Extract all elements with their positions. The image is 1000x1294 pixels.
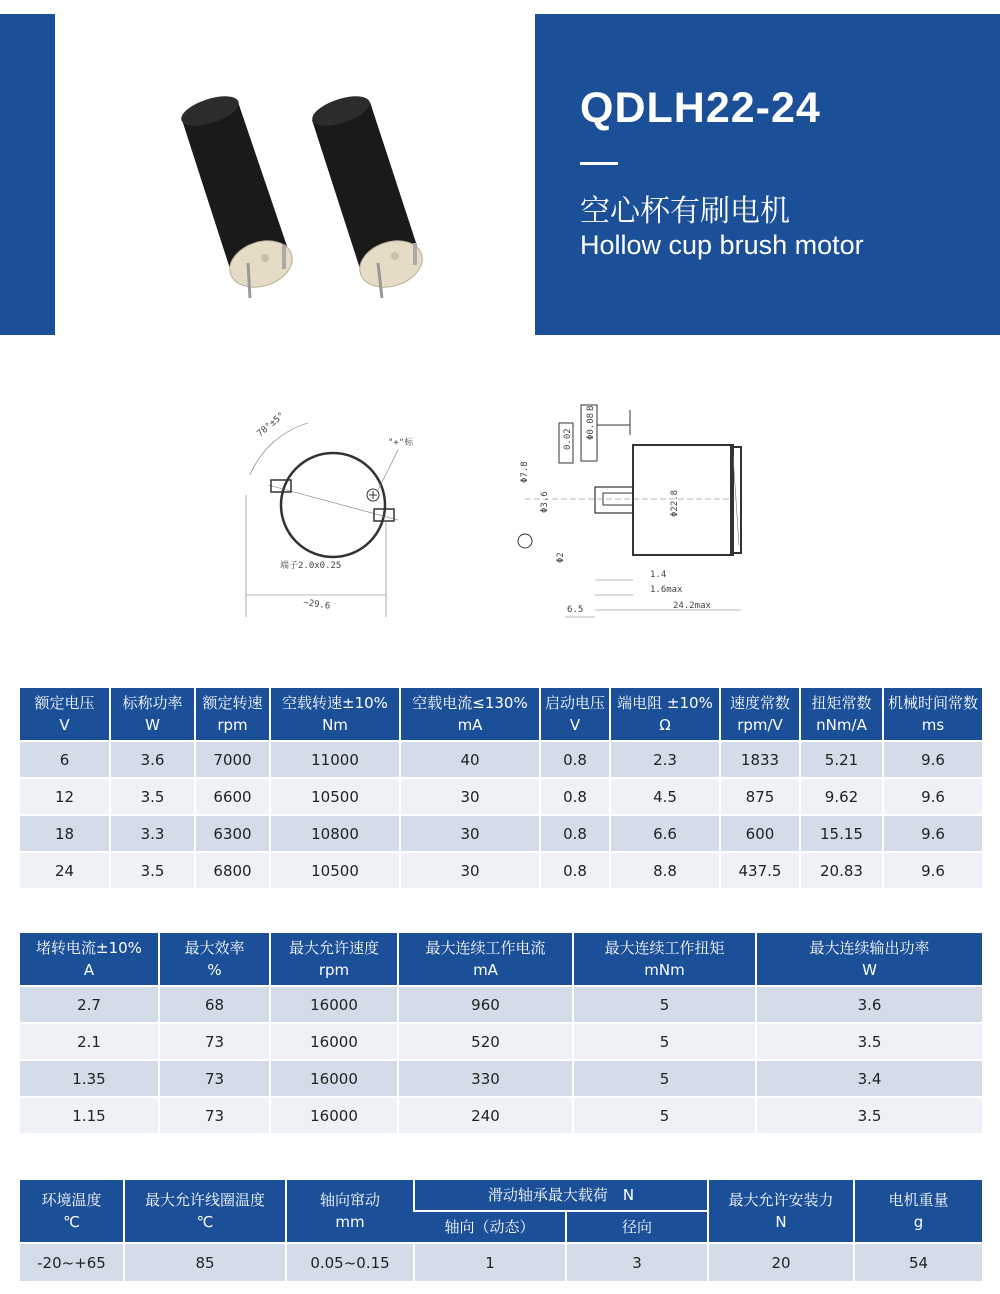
spec-table-performance xyxy=(20,933,982,1133)
header-max-mounting-force: 最大允许安装力 N xyxy=(708,1180,854,1243)
table-cell: 437.5 xyxy=(720,852,800,888)
table-cell: 875 xyxy=(720,778,800,815)
table-cell: 15.15 xyxy=(800,815,883,852)
terminal-dimension: 端子2.0x0.25 xyxy=(280,561,342,571)
front-view-drawing xyxy=(238,395,418,625)
table-cell: 6300 xyxy=(195,815,270,852)
header-starting-voltage: 启动电压 V xyxy=(540,688,610,741)
table-cell: 9.6 xyxy=(883,741,982,778)
table-cell: 8.8 xyxy=(610,852,720,888)
table-cell: 73 xyxy=(159,1060,270,1097)
header-mechanical-time-constant: 机械时间常数 ms xyxy=(883,688,982,741)
table-cell: 3.6 xyxy=(110,741,195,778)
side-view-drawing xyxy=(495,395,765,625)
table-cell: 30 xyxy=(400,815,540,852)
title-panel xyxy=(535,14,1000,335)
table-cell: 40 xyxy=(400,741,540,778)
table-cell: 3.5 xyxy=(756,1023,982,1060)
table-cell: 1.15 xyxy=(20,1097,159,1133)
table-header-row xyxy=(20,1180,982,1211)
header-no-load-speed: 空载转速±10% Nm xyxy=(270,688,400,741)
table-cell: 6.6 xyxy=(610,815,720,852)
table-cell: 68 xyxy=(159,986,270,1023)
header-max-efficiency: 最大效率 % xyxy=(159,933,270,986)
table-cell: 3.6 xyxy=(756,986,982,1023)
left-accent-bar xyxy=(0,14,55,335)
shaft-length: 6.5 xyxy=(567,605,584,615)
table-cell: 0.8 xyxy=(540,778,610,815)
spec-table-environment xyxy=(20,1180,982,1281)
spec-table-electrical xyxy=(20,688,982,888)
table-cell: 520 xyxy=(398,1023,573,1060)
table-cell: 16000 xyxy=(270,1060,398,1097)
table-cell: 6800 xyxy=(195,852,270,888)
product-title-en: Hollow cup brush motor xyxy=(580,230,864,260)
header-bearing-radial: 径向 xyxy=(566,1211,708,1243)
table-cell: 6600 xyxy=(195,778,270,815)
table-cell: 1 xyxy=(414,1243,566,1281)
table-cell: 960 xyxy=(398,986,573,1023)
header-max-continuous-power: 最大连续输出功率 W xyxy=(756,933,982,986)
table-cell: 24 xyxy=(20,852,110,888)
table-cell: 3.5 xyxy=(756,1097,982,1133)
table-cell: 9.62 xyxy=(800,778,883,815)
table-cell: 10500 xyxy=(270,778,400,815)
header-max-continuous-torque: 最大连续工作扭矩 mNm xyxy=(573,933,756,986)
table-cell: 2.1 xyxy=(20,1023,159,1060)
body-diameter: Φ22.8 xyxy=(670,489,680,517)
length-1: 1.4 xyxy=(650,570,667,580)
table-cell: 0.8 xyxy=(540,815,610,852)
polarity-note: "+"标 xyxy=(388,438,414,448)
total-length: 24.2max xyxy=(673,601,711,611)
header-motor-weight: 电机重量 g xyxy=(854,1180,982,1243)
header-nominal-power: 标称功率 W xyxy=(110,688,195,741)
header-ambient-temperature: 环境温度 ℃ xyxy=(20,1180,124,1243)
table-cell: 330 xyxy=(398,1060,573,1097)
motor-product-photo xyxy=(170,80,430,300)
table-row xyxy=(20,741,982,778)
boss-diameter: Φ3.6 xyxy=(540,491,550,513)
table-cell: 3.3 xyxy=(110,815,195,852)
table-cell: 9.6 xyxy=(883,815,982,852)
header-axial-play: 轴向窜动 mm xyxy=(286,1180,414,1243)
table-header-row xyxy=(20,688,982,741)
header-bearing-max-load: 滑动轴承最大载荷 N xyxy=(414,1180,708,1211)
table-cell: 1.35 xyxy=(20,1060,159,1097)
table-cell: 0.8 xyxy=(540,852,610,888)
table-row xyxy=(20,1097,982,1133)
table-cell: 4.5 xyxy=(610,778,720,815)
tolerance-1: 0.02 xyxy=(563,428,573,450)
table-cell: -20~+65 xyxy=(20,1243,124,1281)
table-cell: 73 xyxy=(159,1023,270,1060)
table-cell: 0.05~0.15 xyxy=(286,1243,414,1281)
table-row xyxy=(20,852,982,888)
table-cell: 2.7 xyxy=(20,986,159,1023)
table-cell: 7000 xyxy=(195,741,270,778)
table-cell: 16000 xyxy=(270,1097,398,1133)
header-terminal-resistance: 端电阻 ±10% Ω xyxy=(610,688,720,741)
table-cell: 16000 xyxy=(270,1023,398,1060)
table-cell: 5.21 xyxy=(800,741,883,778)
table-cell: 240 xyxy=(398,1097,573,1133)
table-row xyxy=(20,1060,982,1097)
table-row xyxy=(20,1243,982,1281)
product-title-cn: 空心杯有刷电机 xyxy=(580,194,790,229)
table-cell: 5 xyxy=(573,1023,756,1060)
header-max-coil-temperature: 最大允许线圈温度 ℃ xyxy=(124,1180,286,1243)
table-cell: 54 xyxy=(854,1243,982,1281)
angle-dimension: 78°±5° xyxy=(255,410,287,440)
header-bearing-axial: 轴向（动态） xyxy=(414,1211,566,1243)
table-row xyxy=(20,815,982,852)
header-no-load-current: 空载电流≤130% mA xyxy=(400,688,540,741)
shaft-diameter-1: Φ7.8 xyxy=(520,461,530,483)
header-max-speed: 最大允许速度 rpm xyxy=(270,933,398,986)
table-row xyxy=(20,1023,982,1060)
table-row xyxy=(20,986,982,1023)
table-cell: 2.3 xyxy=(610,741,720,778)
table-cell: 600 xyxy=(720,815,800,852)
table-cell: 5 xyxy=(573,1097,756,1133)
table-cell: 85 xyxy=(124,1243,286,1281)
table-cell: 3 xyxy=(566,1243,708,1281)
table-cell: 12 xyxy=(20,778,110,815)
shaft-diameter-2: Φ2 xyxy=(556,552,566,563)
table-cell: 5 xyxy=(573,986,756,1023)
motor-2-image xyxy=(309,90,428,298)
table-cell: 5 xyxy=(573,1060,756,1097)
table-cell: 9.6 xyxy=(883,852,982,888)
motor-1-image xyxy=(178,90,298,298)
table-cell: 10800 xyxy=(270,815,400,852)
table-cell: 20.83 xyxy=(800,852,883,888)
header-speed-constant: 速度常数 rpm/V xyxy=(720,688,800,741)
table-cell: 1833 xyxy=(720,741,800,778)
header-rated-speed: 额定转速 rpm xyxy=(195,688,270,741)
table-cell: 20 xyxy=(708,1243,854,1281)
table-cell: 16000 xyxy=(270,986,398,1023)
header-torque-constant: 扭矩常数 nNm/A xyxy=(800,688,883,741)
model-number: QDLH22-24 xyxy=(580,84,821,132)
table-cell: 11000 xyxy=(270,741,400,778)
width-dimension: ~29.6 xyxy=(302,598,331,612)
table-cell: 10500 xyxy=(270,852,400,888)
length-2: 1.6max xyxy=(650,585,683,595)
table-header-row xyxy=(20,933,982,986)
table-cell: 3.4 xyxy=(756,1060,982,1097)
table-cell: 9.6 xyxy=(883,778,982,815)
datum-label: B xyxy=(586,405,596,411)
header-max-continuous-current: 最大连续工作电流 mA xyxy=(398,933,573,986)
table-cell: 3.5 xyxy=(110,852,195,888)
table-cell: 18 xyxy=(20,815,110,852)
table-cell: 3.5 xyxy=(110,778,195,815)
header-rated-voltage: 额定电压 V xyxy=(20,688,110,741)
table-cell: 30 xyxy=(400,852,540,888)
table-cell: 30 xyxy=(400,778,540,815)
table-row xyxy=(20,778,982,815)
table-cell: 73 xyxy=(159,1097,270,1133)
title-divider xyxy=(580,162,618,165)
table-cell: 6 xyxy=(20,741,110,778)
table-cell: 0.8 xyxy=(540,741,610,778)
tolerance-2: Φ0.08 xyxy=(586,412,596,440)
header-stall-current: 堵转电流±10% A xyxy=(20,933,159,986)
